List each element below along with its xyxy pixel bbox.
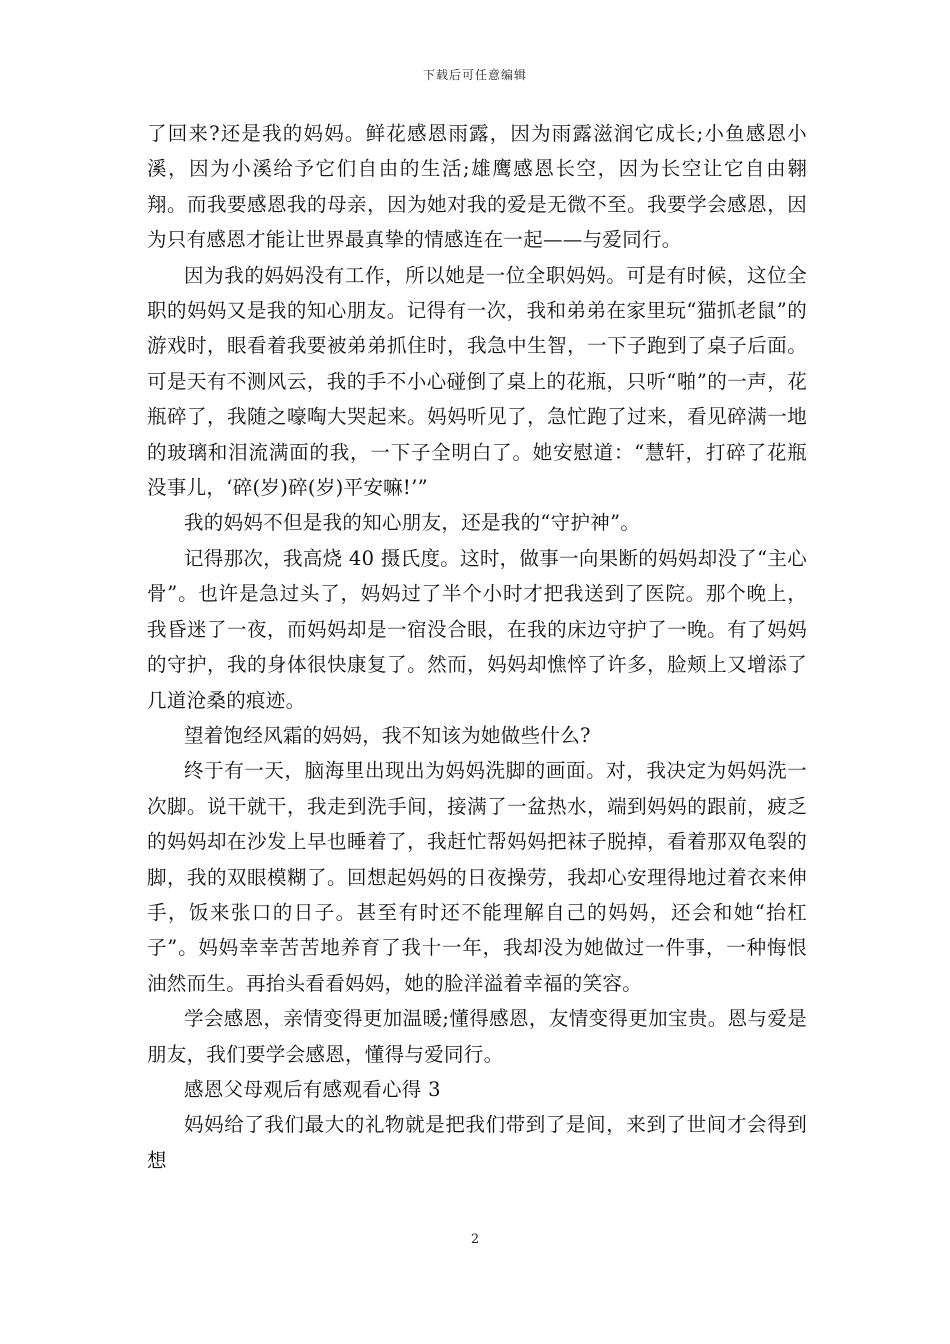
paragraph-gratitude: 学会感恩，亲情变得更加温暖;懂得感恩，友情变得更加宝贵。恩与爱是朋友，我们要学会感恩，懂得与爱同行。 — [147, 1007, 807, 1066]
paragraph-full-time-mom: 因为我的妈妈没有工作，所以她是一位全职妈妈。可是有时候，这位全职的妈妈又是我的知心朋友。记得有一次，我和弟弟在家里玩“猫抓老鼠”的游戏时，眼看着我要被弟弟抓住时，我急中生智，一下子跑到了桌子后面。可是天有不测风云，我的手不小心碰倒了桌上的花瓶，只听“啪”的一声，花瓶碎了，我随之嚎啕大哭起来。妈妈听见了，急忙跑了过来，看见碎满一地的玻璃和泪流满面的我，一下子全明白了。她安慰道：“慧轩，打碎了花瓶没事儿，‘碎(岁)碎(岁)平安嘛!’” — [147, 263, 807, 500]
paragraph-gift: 妈妈给了我们最大的礼物就是把我们带到了是间，来到了世间才会得到想 — [147, 1113, 807, 1172]
paragraph-guardian: 我的妈妈不但是我的知心朋友，还是我的“守护神”。 — [184, 511, 641, 535]
paragraph-continuation: 了回来?还是我的妈妈。鲜花感恩雨露，因为雨露滋润它成长;小鱼感恩小溪，因为小溪给予它们自由的生活;雄鹰感恩长空，因为长空让它自由翱翔。而我要感恩我的母亲，因为她对我的爱是无微不至。我要学会感恩，因为只有感恩才能让世界最真挚的情感连在一起——与爱同行。 — [147, 122, 807, 252]
page-number: 2 — [470, 1232, 480, 1247]
page-header: 下载后可任意编辑 — [422, 68, 527, 82]
paragraph-fever: 记得那次，我高烧 40 摄氏度。这时，做事一向果断的妈妈却没了“主心骨”。也许是急过头了，妈妈过了半个小时才把我送到了医院。那个晚上，我昏迷了一夜，而妈妈却是一宿没合眼，在我的床边守护了一晚。有了妈妈的守护，我的身体很快康复了。然而，妈妈却憔悴了许多，脸颊上又增添了几道沧桑的痕迹。 — [147, 546, 807, 712]
paragraph-foot-wash: 终于有一天，脑海里出现出为妈妈洗脚的画面。对，我决定为妈妈洗一次脚。说干就干，我走到洗手间，接满了一盆热水，端到妈妈的跟前，疲乏的妈妈却在沙发上早也睡着了，我赶忙帮妈妈把袜子脱掉，看着那双龟裂的脚，我的双眼模糊了。回想起妈妈的日夜操劳，我却心安理得地过着衣来伸手，饭来张口的日子。甚至有时还不能理解自己的妈妈，还会和她“抬杠子”。妈妈幸幸苦苦地养育了我十一年，我却没为她做过一件事，一种悔恨油然而生。再抬头看看妈妈，她的脸洋溢着幸福的笑容。 — [147, 759, 807, 995]
section-heading: 感恩父母观后有感观看心得 3 — [184, 1077, 441, 1101]
paragraph-wondering: 望着饱经风霜的妈妈，我不知该为她做些什么? — [184, 723, 591, 747]
document-body — [147, 116, 807, 1178]
